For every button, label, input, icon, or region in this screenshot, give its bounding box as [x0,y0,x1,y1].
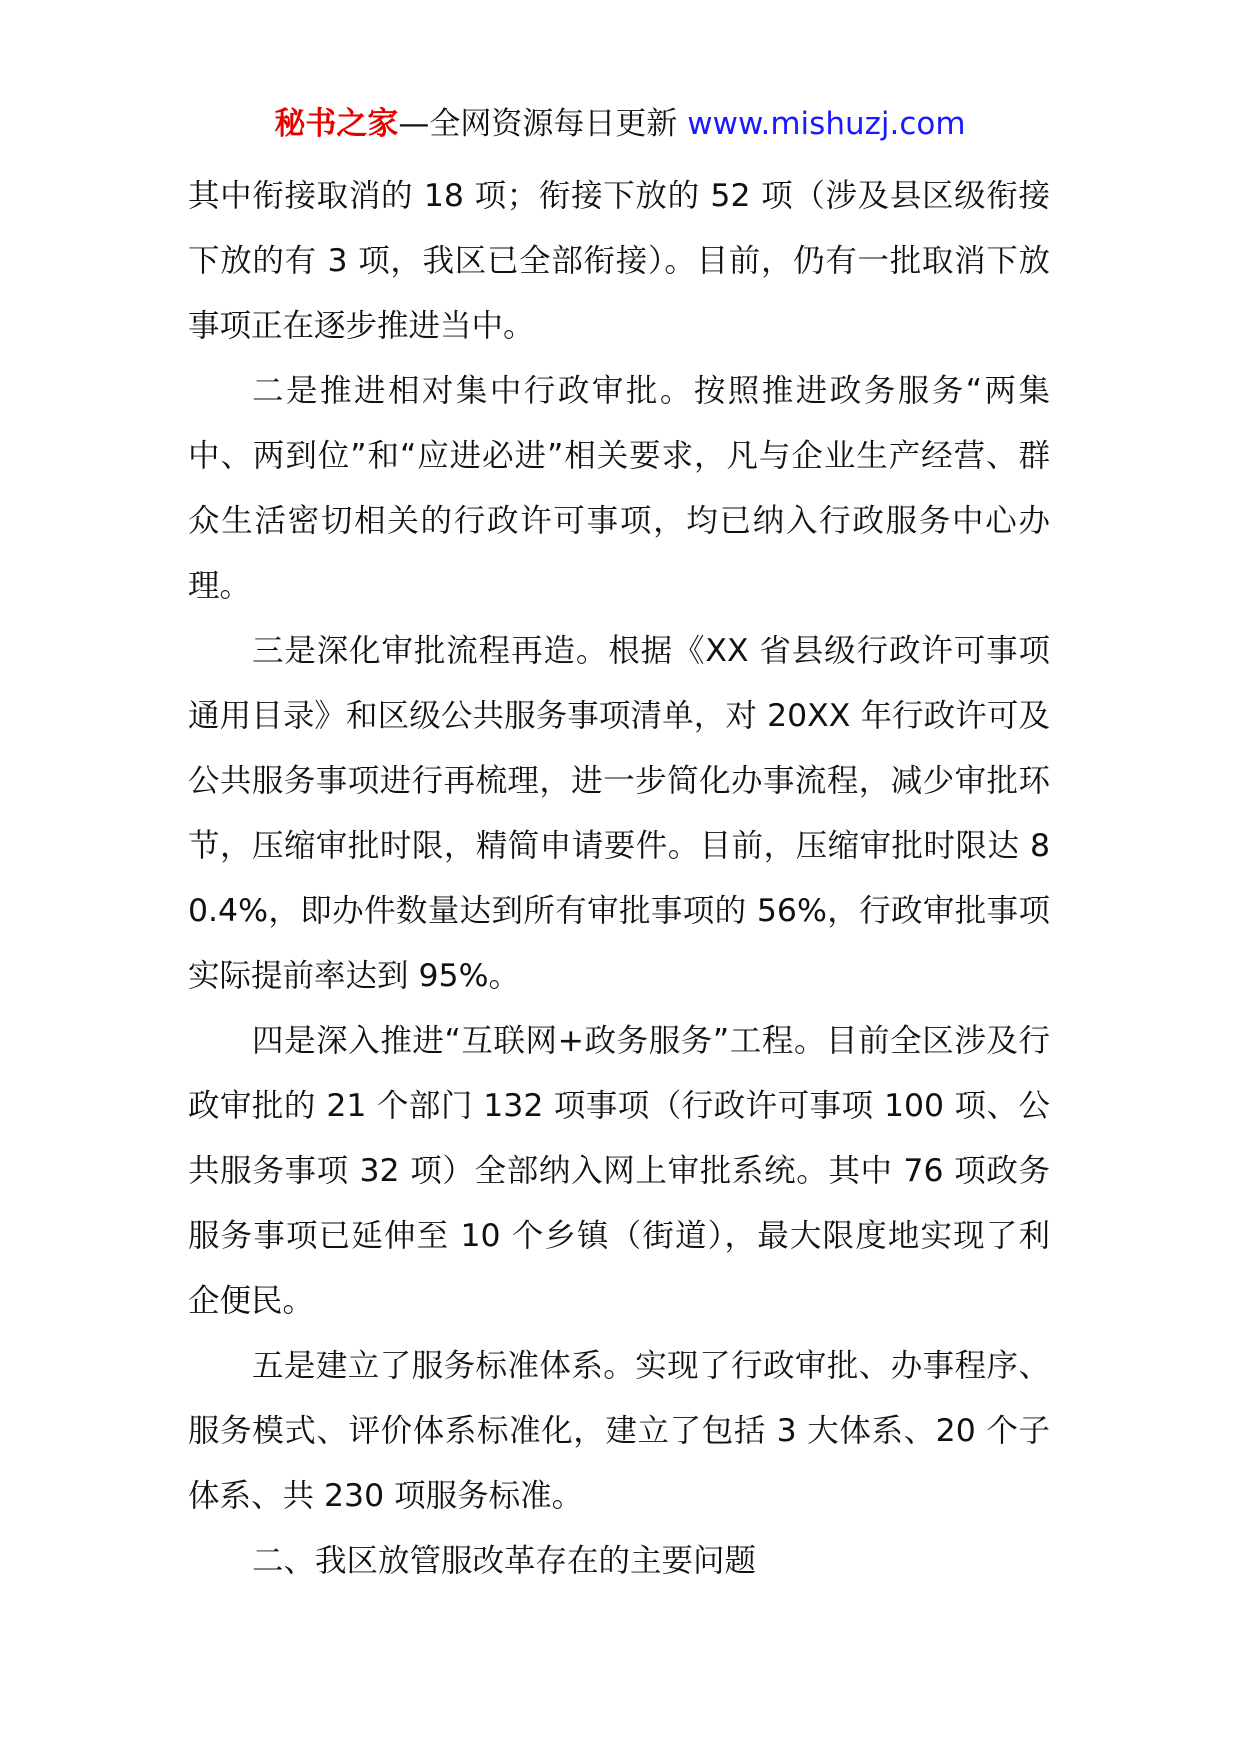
paragraph-continuation: 其中衔接取消的 18 项；衔接下放的 52 项（涉及县区级衔接下放的有 3 项，我区已全部衔接）。目前，仍有一批取消下放事项正在逐步推进当中。 [188,178,1050,344]
section-heading: 二、我区放管服改革存在的主要问题 [252,1543,757,1579]
header-brand: 秘书之家 [274,106,399,142]
paragraph-point-four: 四是深入推进“互联网+政务服务”工程。目前全区涉及行政审批的 21 个部门 132 项事项（行政许可事项 100 项、公共服务事项 32 项）全部纳入网上审批系统。其中 76 项政务服务事项已延伸至 10 个乡镇（街道），最大限度地实现了利企便民。 [188,1023,1050,1319]
paragraph-point-two: 二是推进相对集中行政审批。按照推进政务服务“两集中、两到位”和“应进必进”相关要求，凡与企业生产经营、群众生活密切相关的行政许可事项，均已纳入行政服务中心办理。 [188,373,1050,604]
paragraph-point-five: 五是建立了服务标准体系。实现了行政审批、办事程序、服务模式、评价体系标准化，建立了包括 3 大体系、20 个子体系、共 230 项服务标准。 [188,1348,1050,1514]
paragraph-point-three: 三是深化审批流程再造。根据《XX 省县级行政许可事项通用目录》和区级公共服务事项清单，对 20XX 年行政许可及公共服务事项进行再梳理，进一步简化办事流程，减少审批环节，压缩审批时限，精简申请要件。目前，压缩审批时限达 80.4%，即办件数量达到所有审批事项的 56%，行政审批事项实际提前率达到 95%。 [188,633,1050,994]
header-tagline: —全网资源每日更新 [398,106,688,142]
header-url-link[interactable]: www.mishuzj.com [687,106,966,142]
page-header [0,102,1240,146]
document-body [188,164,1050,1594]
